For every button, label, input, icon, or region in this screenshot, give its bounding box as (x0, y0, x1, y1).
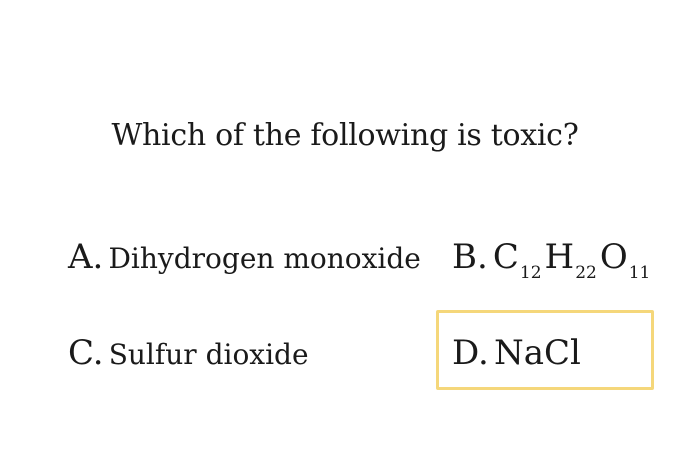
formula-element-oxygen: O (599, 237, 628, 277)
option-d-letter: D. (452, 333, 489, 373)
option-a-letter: A. (68, 237, 104, 277)
formula-subscript-oxygen: 11 (628, 263, 651, 283)
option-d-text: NaCl (493, 333, 581, 373)
formula-subscript-hydrogen: 22 (575, 263, 597, 283)
formula-element-hydrogen: H (544, 237, 575, 277)
option-b-formula (492, 237, 653, 283)
option-a[interactable] (68, 237, 421, 277)
formula-subscript-carbon: 12 (519, 263, 542, 283)
option-b-letter: B. (452, 237, 488, 277)
option-c[interactable] (68, 333, 309, 373)
question-text: Which of the following is toxic? (111, 118, 579, 153)
formula-element-carbon: C (492, 237, 519, 277)
option-c-text: Sulfur dioxide (108, 338, 309, 371)
option-b[interactable] (452, 237, 653, 283)
option-c-letter: C. (68, 333, 104, 373)
option-a-text: Dihydrogen monoxide (108, 242, 421, 275)
option-d[interactable] (452, 333, 581, 373)
